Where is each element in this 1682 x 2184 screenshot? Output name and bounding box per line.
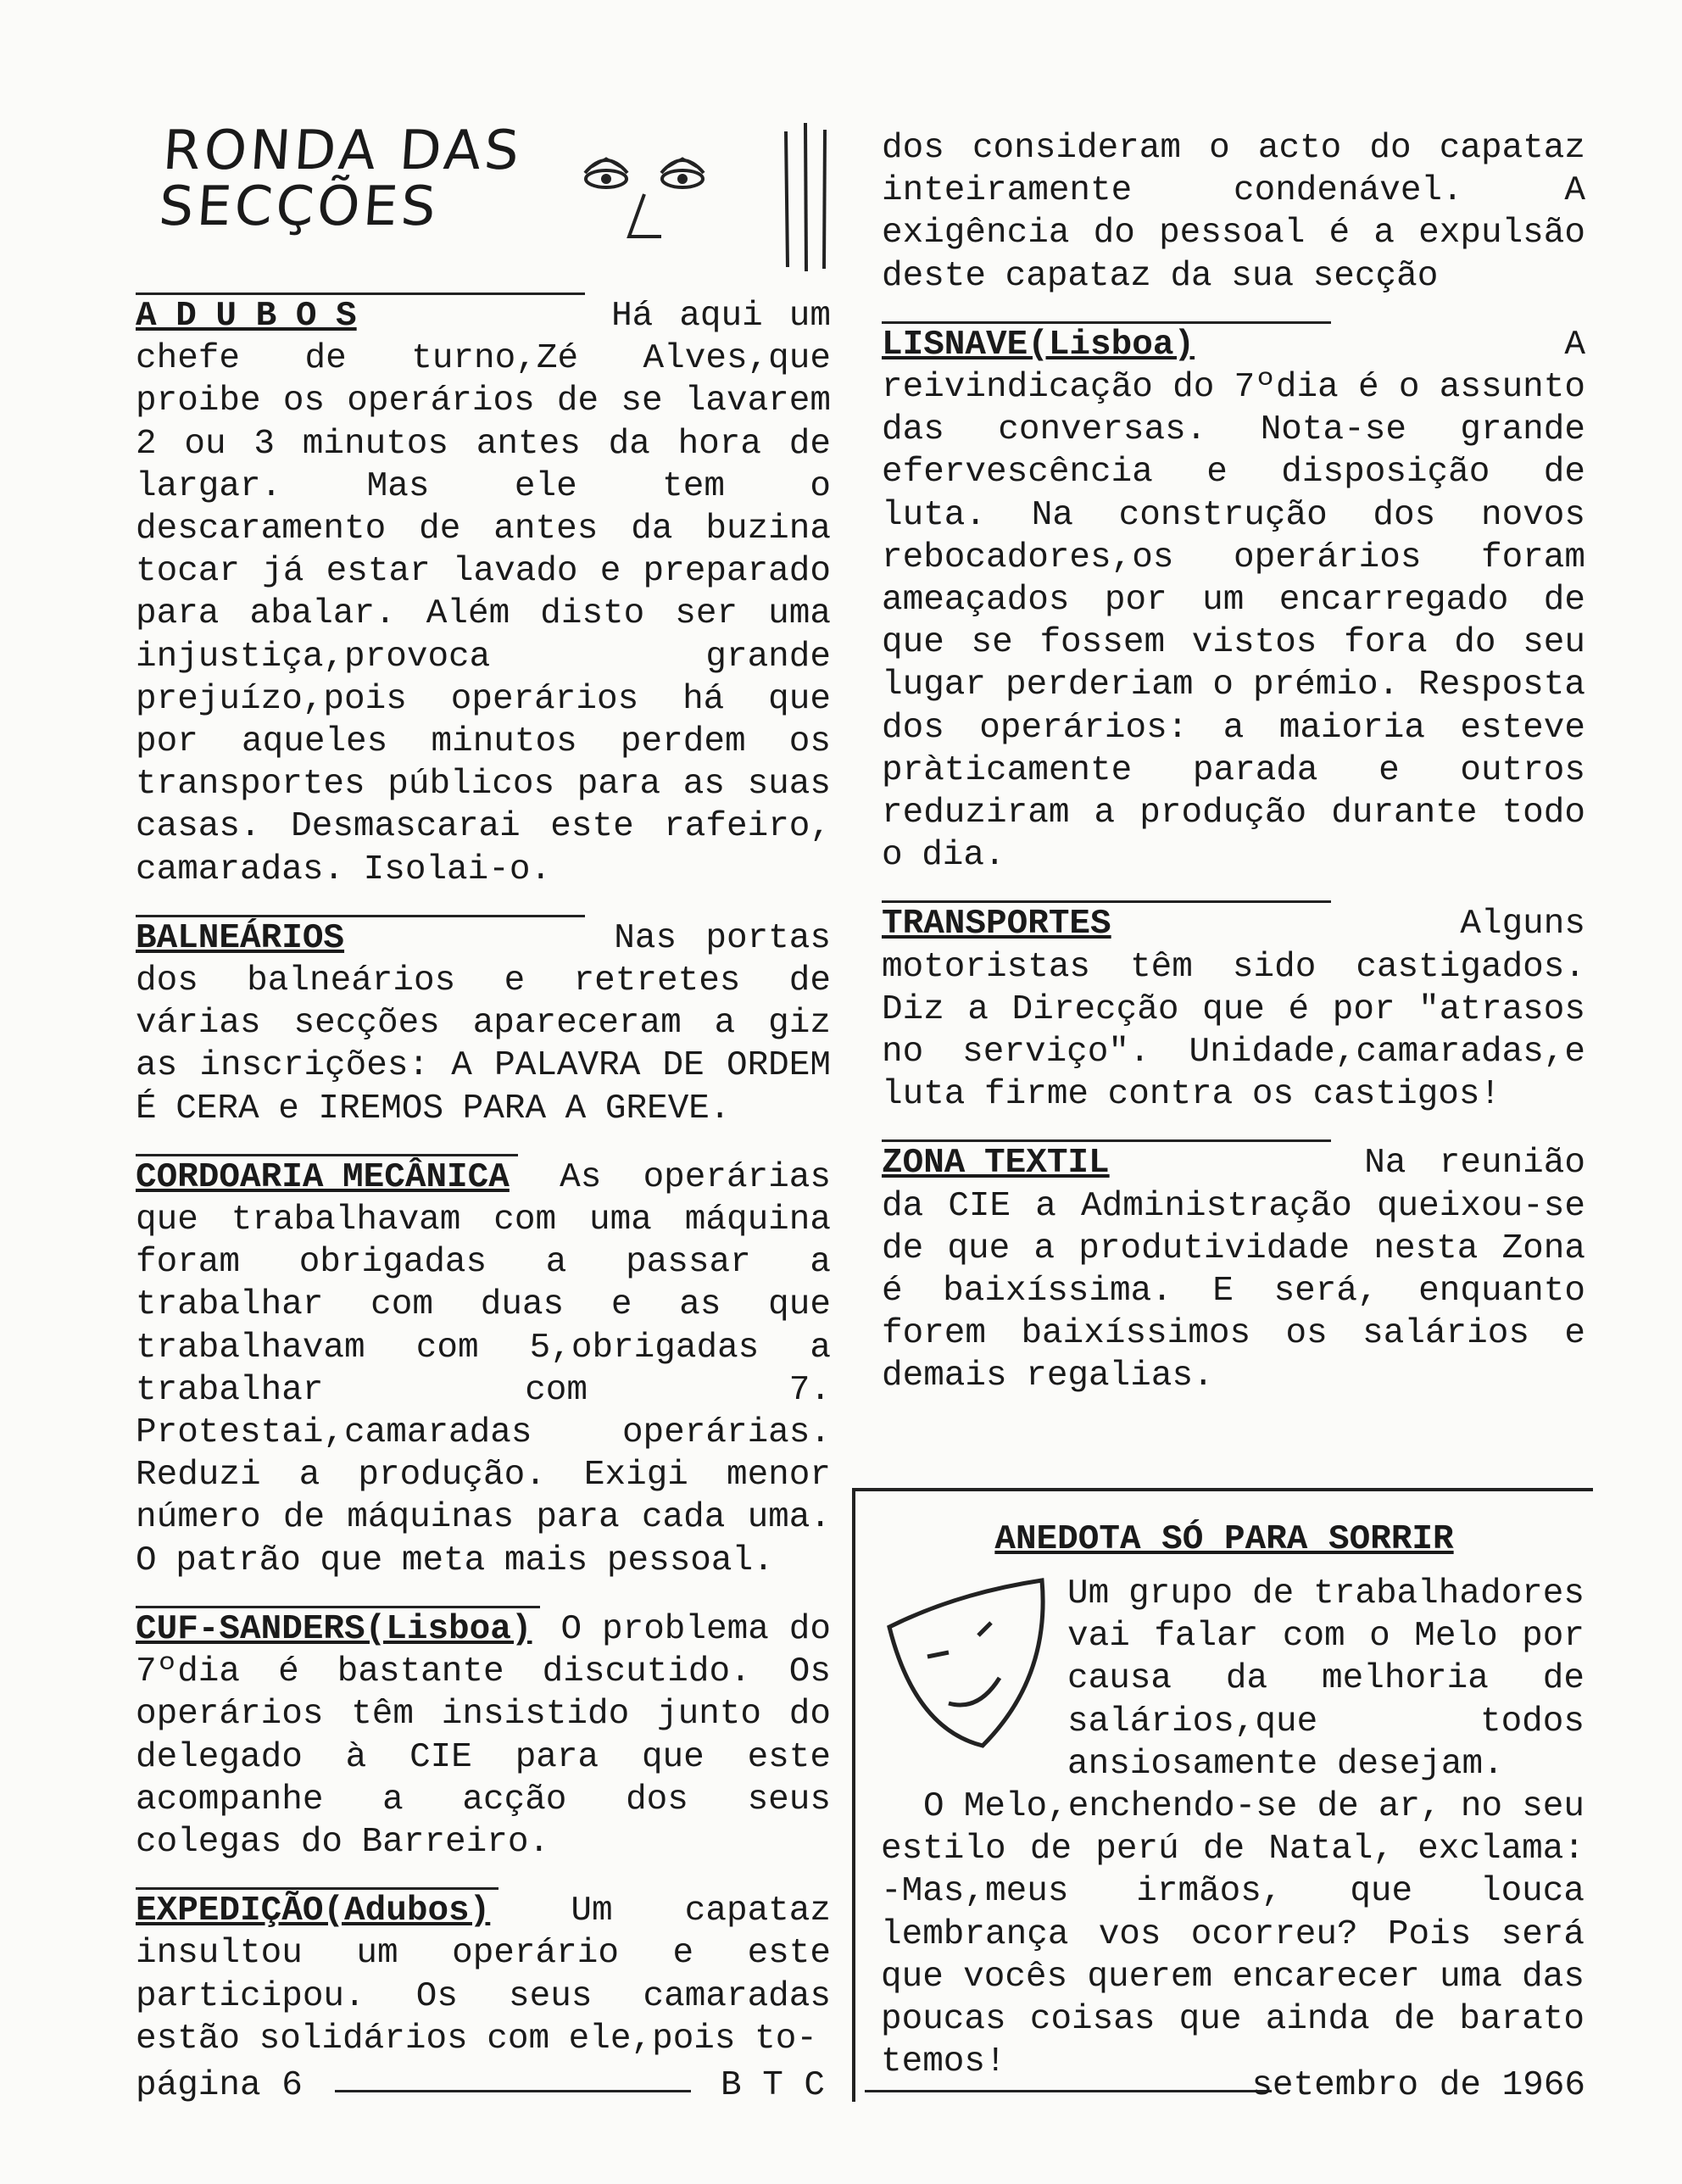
page-header bbox=[136, 120, 831, 284]
footer-page-number: página 6 bbox=[136, 2066, 303, 2105]
section-expedicao-continued bbox=[882, 127, 1585, 298]
joke-paragraph-1: Um grupo de trabalhadores vai falar com o Melo por causa da melhoria de salários,que todos ansiosamente desejam. bbox=[1067, 1574, 1585, 1784]
right-column bbox=[882, 127, 1585, 1422]
section-text: Nas portas dos balneários e retretes de várias secções apareceram a giz as inscrições: A PALAVRA DE ORDEM É CERA e IREMOS PARA A GREVE. bbox=[136, 918, 831, 1128]
section-text: Há aqui um chefe de turno,Zé Alves,que proibe os operários de se lavarem 2 ou 3 minutos antes da hora de largar. Mas ele tem o descaramento de antes da buzina tocar já estar lavado e preparado para abalar. Além disto ser uma injustiça,provoca grande prejuízo,pois operários há que por aqueles minutos perdem os transportes públicos para as suas casas. Desmascarai este rafeiro, camaradas. Isolai-o. bbox=[136, 297, 831, 889]
section-transportes bbox=[882, 900, 1585, 1116]
section-heading: ZONA TEXTIL bbox=[882, 1139, 1331, 1184]
footer-rule bbox=[865, 2090, 1272, 2092]
section-heading: A D U B O S bbox=[136, 292, 585, 337]
left-column bbox=[136, 120, 832, 2084]
title-line-1: RONDA DAS bbox=[160, 120, 525, 182]
section-text: Um capataz insultou um operário e este participou. Os seus camaradas estão solidários com ele,pois to- bbox=[136, 1892, 831, 2059]
section-cuf-sanders bbox=[136, 1606, 831, 1864]
section-cordoaria bbox=[136, 1154, 831, 1582]
footer-date: setembro de 1966 bbox=[1251, 2066, 1585, 2105]
section-text: A reivindicação do 7ºdia é o assunto das conversas. Nota-se grande efervescência e disposição de luta. Na construção dos novos rebocadores,os operários foram ameaçados por um encarregado de que se fossem vistos fora do seu lugar perderiam o prémio. Resposta dos operários: a maioria esteve pràticamente parada e outros reduziram a produção durante todo o dia. bbox=[882, 325, 1585, 876]
section-heading: BALNEÁRIOS bbox=[136, 915, 585, 960]
footer-rule bbox=[335, 2090, 691, 2092]
section-text: Alguns motoristas têm sido castigados. Diz a Direcção que é por "atrasos no serviço". Unidade,camaradas,e luta firme contra os castigos! bbox=[882, 905, 1585, 1115]
joke-body bbox=[855, 1573, 1593, 2083]
section-heading: CUF-SANDERS(Lisboa) bbox=[136, 1606, 540, 1651]
eyes-nose-face-icon bbox=[576, 126, 721, 254]
theatre-mask-icon bbox=[881, 1576, 1050, 1771]
section-lisnave bbox=[882, 321, 1585, 878]
section-adubos bbox=[136, 292, 831, 891]
section-text: dos consideram o acto do capataz inteiramente condenável. A exigência do pessoal é a expulsão deste capataz da sua secção bbox=[882, 129, 1585, 296]
page-title bbox=[157, 120, 525, 238]
section-heading: TRANSPORTES bbox=[882, 900, 1331, 945]
section-heading: LISNAVE(Lisboa) bbox=[882, 321, 1331, 366]
joke-box bbox=[852, 1488, 1593, 2102]
section-text: As operárias que trabalhavam com uma máquina foram obrigadas a passar a trabalhar com duas e as que trabalhavam com 5,obrigadas a trabalhar com 7. Protestai,camaradas operárias. Reduzi a produção. Exigi menor número de máquinas para cada uma. O patrão que meta mais pessoal. bbox=[136, 1157, 832, 1580]
section-heading: EXPEDIÇÃO(Adubos) bbox=[136, 1887, 498, 1932]
section-balnearios bbox=[136, 915, 831, 1130]
joke-title: ANEDOTA SÓ PARA SORRIR bbox=[994, 1520, 1454, 1559]
joke-paragraph-2: O Melo,enchendo-se de ar, no seu estilo de perú de Natal, exclama: -Mas,meus irmãos, que louca lembrança vos ocorreu? Pois será que vocês querem encarecer uma das poucas coisas que ainda de barato temos! bbox=[881, 1787, 1585, 2082]
footer-publication: B T C bbox=[721, 2066, 826, 2105]
section-text: O problema do 7ºdia é bastante discutido. Os operários têm insistido junto do delegado à CIE para que este acompanhe a acção dos seus colegas do Barreiro. bbox=[136, 1609, 831, 1862]
section-heading: CORDOARIA MECÂNICA bbox=[136, 1154, 518, 1199]
section-expedicao bbox=[136, 1887, 831, 2060]
section-text: Na reunião da CIE a Administração queixou-se de que a produtividade nesta Zona é baixíssima. E será, enquanto forem baixíssimos os salários e demais regalias. bbox=[882, 1144, 1585, 1396]
page-footer bbox=[136, 2064, 1585, 2107]
title-line-2: SECÇÕES bbox=[157, 176, 442, 238]
divider-bars-icon bbox=[776, 123, 835, 276]
section-zona-textil bbox=[882, 1139, 1585, 1397]
